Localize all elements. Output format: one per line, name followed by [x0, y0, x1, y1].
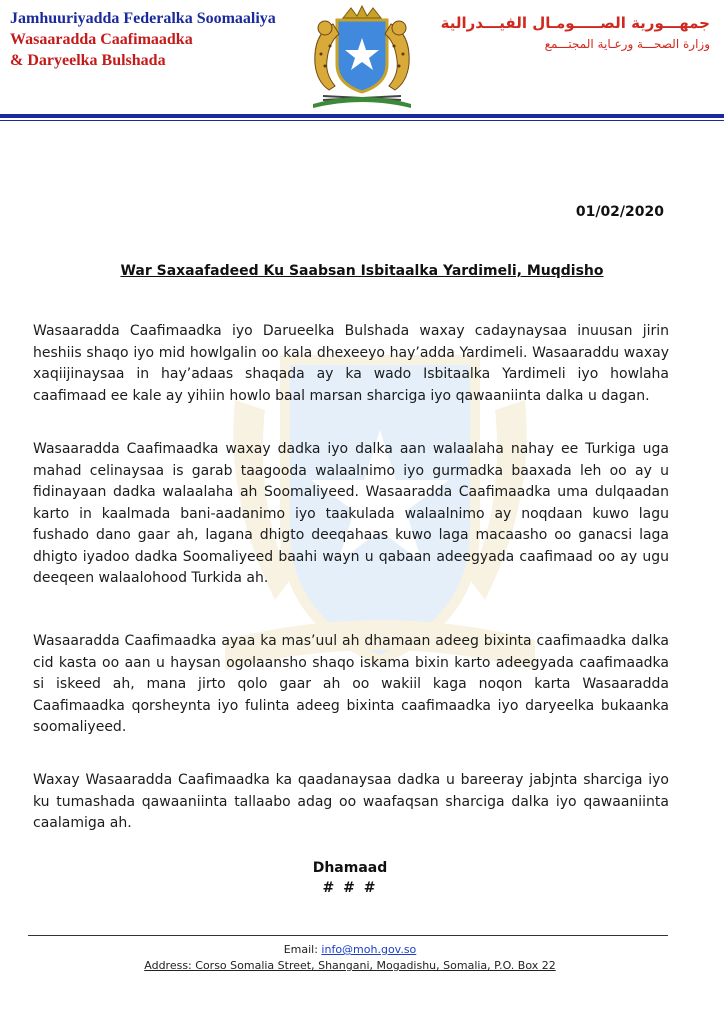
ministry-name-line1: Wasaaradda Caafimaadka: [10, 31, 193, 48]
footer-divider: [28, 935, 668, 936]
country-name-arabic: جمهـــورية الصـــــومـال الفيـــدرالية: [440, 14, 710, 32]
ministry-name-line2: & Daryeelka Bulshada: [10, 52, 166, 69]
ministry-name-arabic: وزارة الصحـــة ورعـاية المجتـــمع: [544, 37, 710, 51]
press-release-title: War Saxaafadeed Ku Saabsan Isbitaalka Yardimeli, Muqdisho: [120, 263, 604, 279]
email-label: Email:: [283, 943, 322, 956]
somalia-coat-of-arms-icon: [303, 4, 421, 110]
header-divider-thick: [0, 114, 724, 118]
header-right-text: [441, 12, 710, 54]
paragraph-2: Wasaaradda Caafimaadka waxay dadka iyo dalka aan walaalaha nahay ee Turkiga uga mahad celinaysaa is garab taagooda walaalnimo iyo gurmadka baaxada leh oo ay u fidinayaan dadka walaalaha ah Soomaliyeed. Wasaaradda Caafimaadka uma dulqaadan karto in kaalmada bani-aadanimo iyo taakulada walaalnimo ay noqdaan kuwo lagu fushado dano gaar ah, lagana dhigto deeqahaas kuwo laga macaasho oo ganacsi laga dhigto iyadoo dadka Soomaliyeed baahi wayn u qabaan adeegyada caafimaad oo ay ugu deeqeen walaalohood Turkida ah.: [33, 441, 669, 586]
closing-word: Dhamaad: [312, 860, 388, 876]
closing-marks: # # #: [322, 880, 378, 896]
header-divider-thin: [0, 120, 724, 121]
document-date: 01/02/2020: [575, 204, 664, 220]
email-link[interactable]: info@moh.gov.so: [321, 943, 417, 956]
country-name-somali: Jamhuuriyadda Federalka Soomaaliya: [10, 10, 276, 27]
footer-email-line: [0, 943, 700, 956]
paragraph-3: Wasaaradda Caafimaadka ayaa ka mas’uul ah dhamaan adeeg bixinta caafimaadka dalka cid kasta oo aan u haysan ogolaansho shaqo iskama bixin karto adeegyada caafimaadka si iskeed ah, mana jirto qolo gaar ah oo wakiil kaga noqon karta Wasaaradda Caafimaadka qorsheynta iyo fulinta adeeg bixinta caafimaadka iyo daryeelka bukaanka soomaliyeed.: [33, 633, 669, 735]
paragraph-1: Wasaaradda Caafimaadka iyo Darueelka Bulshada waxay cadaynaysaa inuusan jirin heshiis shaqo iyo mid howlgalin oo kala dhexeeyo hay’adda Yardimeli. Wasaaraddu waxay xaqiijinaysaa in hay’adaas shaqada ay ka wado Isbitaalka Yardimeli iyo howlaha caafimaad ee kale ay yihiin howlo baal marsan sharciga iyo qawaaniinta dalka u dagan.: [33, 323, 669, 404]
header-left-text: [10, 8, 276, 71]
footer-address: Address: Corso Somalia Street, Shangani, Mogadishu, Somalia, P.O. Box 22: [144, 959, 556, 972]
paragraph-4: Waxay Wasaaradda Caafimaadka ka qaadanaysaa dadka u bareeray jabjnta sharciga iyo ku tumashada qawaaniinta tallaabo adag oo waafaqsan sharciga dalka iyo qawaaniinta caalamiga ah.: [33, 772, 669, 831]
